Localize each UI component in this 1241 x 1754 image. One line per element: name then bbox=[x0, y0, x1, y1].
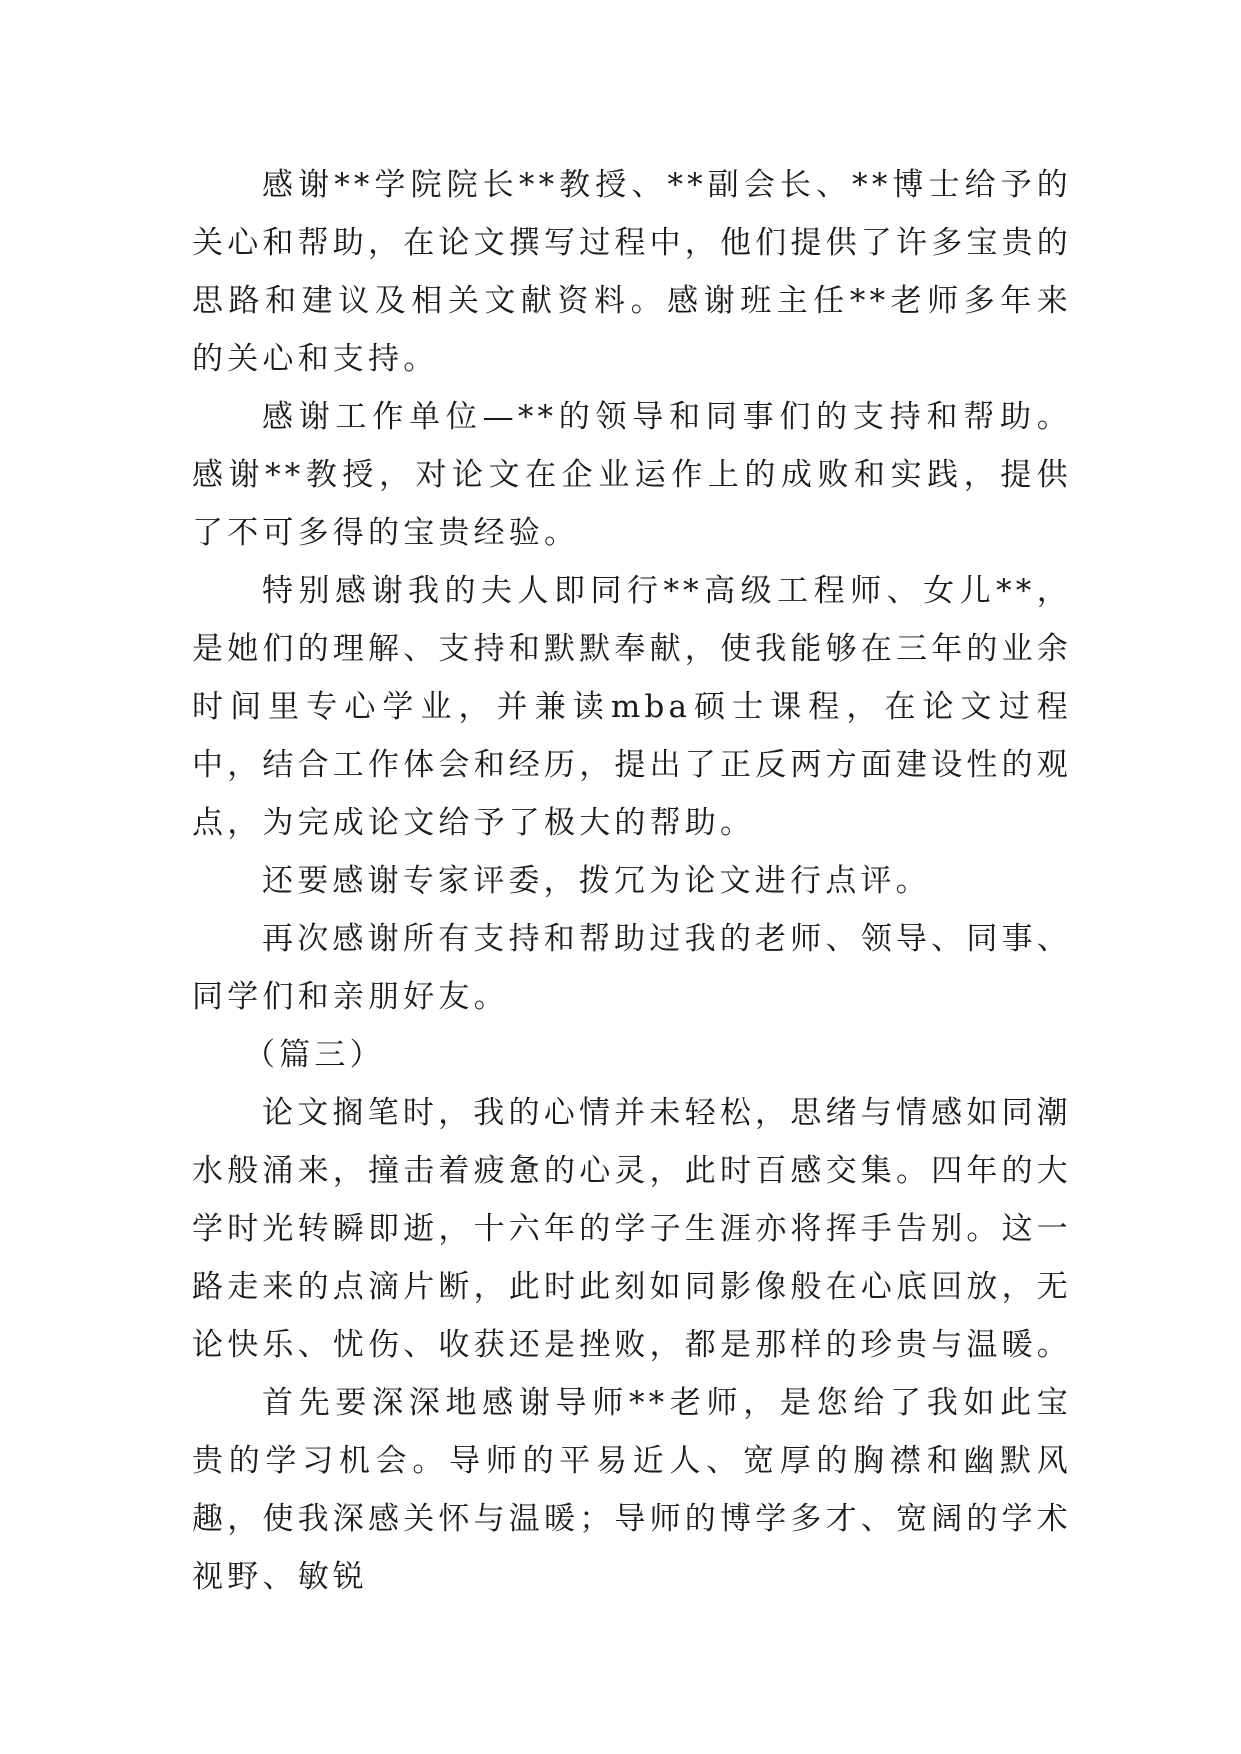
paragraph-thanks-family: 特别感谢我的夫人即同行**高级工程师、女儿**，是她们的理解、支持和默默奉献，使我能够在三年的业余时间里专心学业，并兼读mba硕士课程，在论文过程中，结合工作体会和经历，提出了正反两方面建设性的观点，为完成论文给予了极大的帮助。 bbox=[192, 573, 1072, 841]
paragraph-thanks-all: 再次感谢所有支持和帮助过我的老师、领导、同事、同学们和亲朋好友。 bbox=[192, 921, 1072, 1015]
section-heading: （篇三） bbox=[244, 1037, 385, 1073]
paragraph-thanks-reviewers: 还要感谢专家评委，拨冗为论文进行点评。 bbox=[262, 863, 931, 899]
paragraph-reflection: 论文搁笔时，我的心情并未轻松，思绪与情感如同潮水般涌来，撞击着疲惫的心灵，此时百感交集。四年的大学时光转瞬即逝，十六年的学子生涯亦将挥手告别。这一路走来的点滴片断，此时此刻如同影像般在心底回放，无论快乐、忧伤、收获还是挫败，都是那样的珍贵与温暖。 bbox=[192, 1095, 1072, 1363]
document-body bbox=[192, 156, 1072, 1606]
paragraph-thanks-advisor: 首先要深深地感谢导师**老师，是您给了我如此宝贵的学习机会。导师的平易近人、宽厚的胸襟和幽默风趣，使我深感关怀与温暖；导师的博学多才、宽阔的学术视野、敏锐 bbox=[192, 1385, 1072, 1595]
paragraph-thanks-workplace: 感谢工作单位—**的领导和同事们的支持和帮助。感谢**教授，对论文在企业运作上的成败和实践，提供了不可多得的宝贵经验。 bbox=[192, 399, 1072, 551]
paragraph-thanks-dean: 感谢**学院院长**教授、**副会长、**博士给予的关心和帮助，在论文撰写过程中，他们提供了许多宝贵的思路和建议及相关文献资料。感谢班主任**老师多年来的关心和支持。 bbox=[192, 167, 1072, 377]
